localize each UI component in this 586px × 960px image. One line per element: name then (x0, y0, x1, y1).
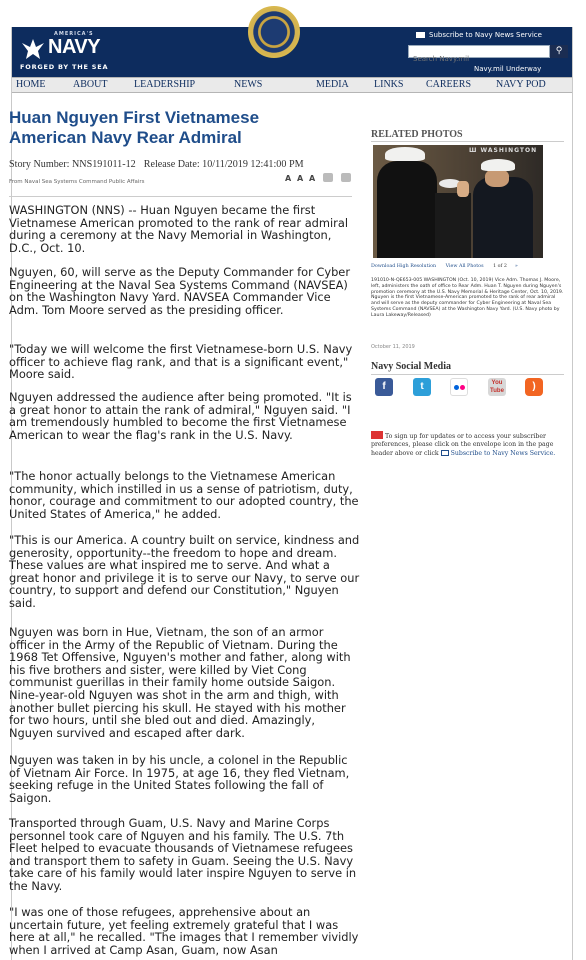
view-all-link[interactable]: View All Photos (445, 264, 484, 269)
divider (9, 196, 352, 197)
search-box (408, 45, 550, 58)
email-icon[interactable] (323, 173, 333, 182)
article-paragraph: "Today we will welcome the first Vietnamese-born U.S. Navy officer to achieve flag rank, and that is a significant event," Moore said. (9, 342, 353, 382)
search-input[interactable] (409, 54, 549, 65)
underway-link[interactable]: Navy.mil Underway (474, 65, 542, 73)
nav-home[interactable]: HOME (16, 79, 46, 90)
logo-navy-text: NAVY (48, 36, 101, 58)
photo-figure (435, 193, 471, 258)
social-media-title: Navy Social Media (371, 361, 451, 372)
text-size-medium[interactable]: A (297, 174, 304, 183)
logo-top-text: AMERICA'S (54, 31, 94, 37)
flickr-dot-blue (454, 385, 459, 390)
print-icon[interactable] (341, 173, 351, 182)
nav-careers[interactable]: CAREERS (426, 79, 472, 90)
story-source: From Naval Sea Systems Command Public Affairs (9, 179, 145, 185)
photo-wall-text: Ш WASHINGTON (469, 147, 538, 154)
nav-navy-pod[interactable]: NAVY POD (496, 79, 546, 90)
article-headline: Huan Nguyen First Vietnamese American Navy Rear Admiral (9, 108, 260, 147)
rss-icon[interactable]: ) (525, 378, 543, 396)
photo-figure (481, 159, 515, 171)
article-paragraph: "This is our America. A country built on service, kindness and generosity, opportunity--the freedom to hope and dream. These values are what inspired me to serve. And what a great honor and privilege it is to serve our Navy, to serve our country, to support and defend our Constitution," Nguyen said. (9, 533, 360, 610)
article-paragraph: "I was one of those refugees, apprehensive about an uncertain future, yet feeling extremely grateful that I was here at all," he recalled. "The images that I remember vividly when I arrived at Camp Asan, Guam, now Asan (9, 905, 359, 957)
photo-figure (485, 169, 509, 187)
signup-text: To sign up for updates or to access your subscriber preferences, please click on the envelope icon in the page header above or click (371, 433, 554, 457)
text-size-large[interactable]: A (309, 174, 316, 183)
divider (371, 374, 564, 375)
story-meta (9, 158, 309, 170)
photo-count: 1 of 2 (493, 264, 507, 269)
flickr-dot-pink (460, 385, 465, 390)
photo-figure (473, 177, 533, 258)
signup-note (371, 431, 561, 458)
nav-about[interactable]: ABOUT (73, 79, 108, 90)
download-link[interactable]: Download High Resolution (371, 264, 437, 269)
envelope-icon (441, 450, 449, 456)
facebook-icon[interactable]: f (375, 378, 393, 396)
divider (371, 141, 564, 142)
main-nav (12, 77, 572, 93)
envelope-icon (416, 32, 425, 38)
twitter-icon[interactable]: t (413, 378, 431, 396)
subscribe-label: Subscribe to Navy News Service (429, 31, 542, 39)
nav-news[interactable]: NEWS (234, 79, 263, 90)
photo-figure (385, 147, 425, 161)
related-photo[interactable] (373, 145, 543, 258)
nav-leadership[interactable]: LEADERSHIP (134, 79, 196, 90)
article-paragraph: "The honor actually belongs to the Vietnamese American community, which instilled in us a sense of patriotism, duty, honor, courage and commitment to our adopted country, the United States of America," he added. (9, 469, 359, 521)
related-photos-title: RELATED PHOTOS (371, 129, 463, 140)
subscribe-link[interactable]: Subscribe to Navy News Service. (450, 449, 556, 457)
search-button[interactable] (550, 45, 568, 58)
nav-links[interactable]: LINKS (374, 79, 404, 90)
photo-caption: 191010-N-QE653-005 WASHINGTON (Oct. 10, 2019) Vice Adm. Thomas J. Moore, left, administers the oath of office to Rear Adm. Huan T. Nguyen during Nguyen's promotion ceremony at the U.S. Navy Memorial & Heritage Center, Oct. 10, 2019. Nguyen is the first Vietnamese-American promoted to the rank of rear admiral and will serve as the deputy commander for Cyber Engineering at Naval Sea Systems Command (NAVSEA) at the Washington Navy Yard. (U.S. Navy photo by Laura Lakeway/Released) (371, 278, 564, 318)
photo-actions (371, 264, 526, 269)
search-icon: ⚲ (555, 46, 563, 56)
text-size-small[interactable]: A (285, 174, 292, 183)
envelope-icon (371, 431, 383, 439)
article-paragraph: Transported through Guam, U.S. Navy and Marine Corps personnel took care of Nguyen and his family. The U.S. 7th Fleet helped to evacuate thousands of Vietnamese refugees and transport them to safety in Guam. Seeing the U.S. Navy take care of his family would later inspire Nguyen to serve in the Navy. (9, 816, 357, 893)
subscribe-link[interactable] (416, 31, 542, 39)
flickr-icon[interactable] (450, 378, 468, 396)
article-paragraph: Nguyen was taken in by his uncle, a colonel in the Republic of Vietnam Air Force. In 1975, at age 16, they fled Vietnam, seeking refuge in the United States following the fall of Saigon. (9, 753, 350, 805)
photo-date: October 11, 2019 (371, 344, 415, 350)
photo-figure (377, 161, 437, 258)
story-number: Story Number: NNS191011-12 (9, 158, 136, 170)
article-tools (285, 173, 354, 183)
photo-figure (457, 181, 469, 197)
article-paragraph: Nguyen was born in Hue, Vietnam, the son of an armor officer in the Army of the Republic of Vietnam. During the 1968 Tet Offensive, Nguyen's mother and father, along with his five brothers and sister, were killed by Viet Cong communist guerillas in their family home outside Saigon. Nine-year-old Nguyen was shot in the arm and thigh, with another bullet piercing his skull. He stayed with his mother for two hours, until she bled out and died. Amazingly, Nguyen survived and escaped after dark. (9, 625, 351, 740)
article-paragraph: Nguyen addressed the audience after being promoted. "It is a great honor to attain the rank of admiral," Nguyen said. "I am tremendously humbled to become the first Vietnamese American to wear the flag's rank in the U.S. Navy. (9, 390, 352, 442)
nav-media[interactable]: MEDIA (316, 79, 349, 90)
youtube-icon[interactable]: You Tube (488, 378, 506, 396)
navy-seal-icon (248, 6, 300, 58)
eagle-icon (20, 35, 46, 61)
release-date: Release Date: 10/11/2019 12:41:00 PM (143, 158, 304, 170)
logo-tagline: FORGED BY THE SEA (20, 63, 109, 71)
article-paragraph: Nguyen, 60, will serve as the Deputy Commander for Cyber Engineering at the Naval Sea Systems Command (NAVSEA) on the Washington Navy Yard. NAVSEA Commander Vice Adm. Tom Moore served as the presiding officer. (9, 265, 351, 317)
article-paragraph: WASHINGTON (NNS) -- Huan Nguyen became the first Vietnamese American promoted to the rank of rear admiral during a ceremony at the Navy Memorial in Washington, D.C., Oct. 10. (9, 203, 348, 255)
next-photo-icon[interactable]: » (514, 264, 518, 269)
navy-logo[interactable] (18, 31, 128, 75)
